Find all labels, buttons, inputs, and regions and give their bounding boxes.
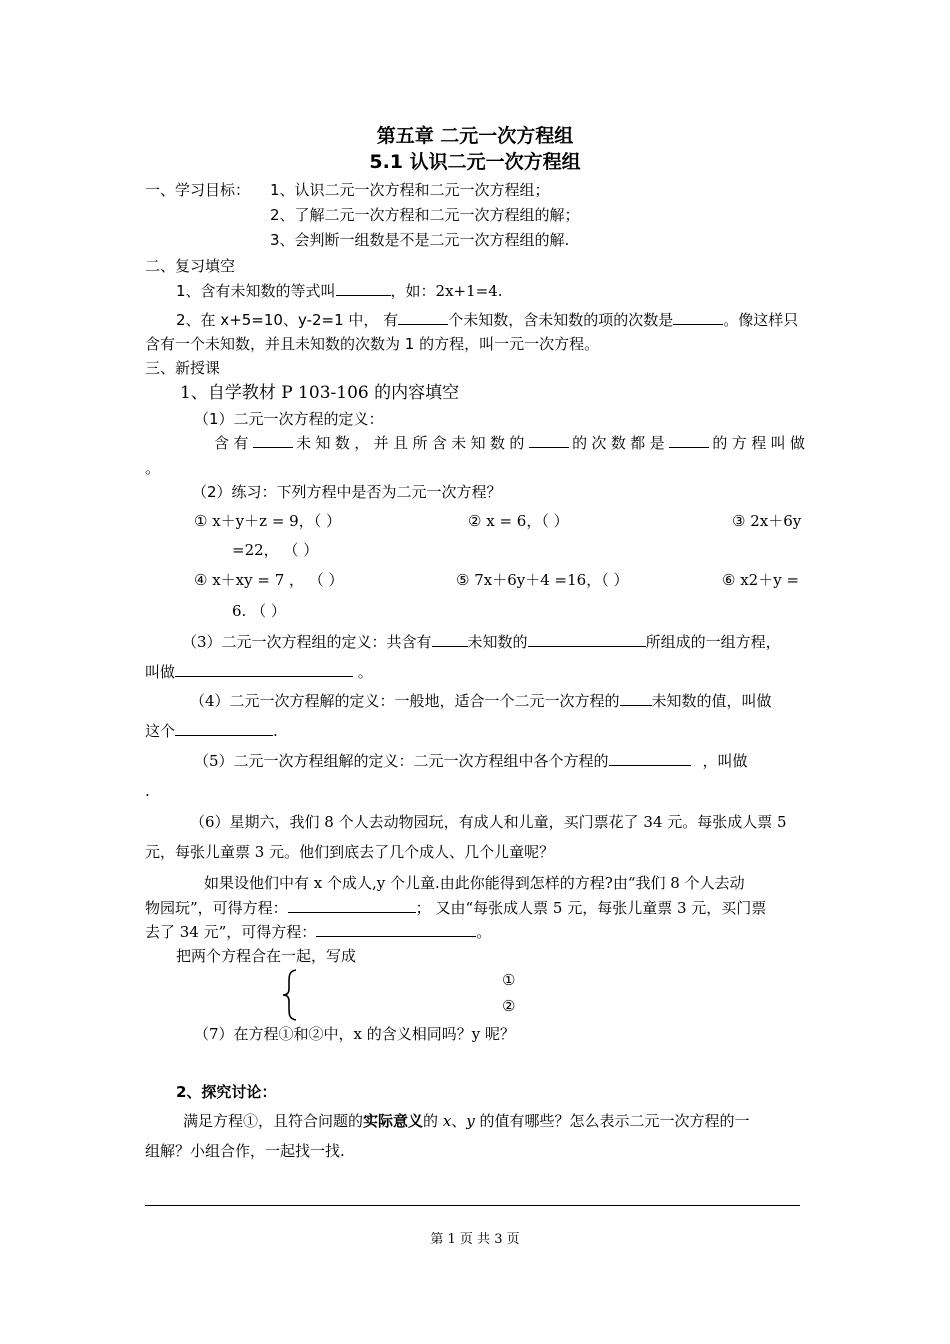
goal-item: 2、了解二元一次方程和二元一次方程组的解；	[270, 206, 580, 224]
combine-text: 把两个方程合在一起，写成	[176, 947, 357, 965]
discussion-line1: 满足方程①，且符合问题的实际意义的 x、y 的值有哪些？怎么表示二元一次方程的一	[183, 1112, 750, 1130]
q6-line: 如果设他们中有 x 个成人,y 个儿童.由此你能得到怎样的方程?由“我们 8 个人去动	[204, 874, 745, 892]
discussion-line2: 组解？小组合作，一起找一找.	[145, 1142, 345, 1160]
goal-item: 3、会判断一组数是不是二元一次方程组的解.	[270, 231, 570, 249]
exercise-title: （2）练习：下列方程中是否为二元一次方程？	[192, 483, 502, 501]
goal-item: 1、认识二元一次方程和二元一次方程组；	[270, 181, 550, 199]
self-study-heading: 1、自学教材 P 103-106 的内容填空	[180, 383, 460, 403]
section-title: 5.1 认识二元一次方程组	[369, 151, 581, 173]
equation-mark-1: ①	[502, 971, 516, 989]
def3-line2: 叫做 。	[145, 663, 373, 681]
def5-text: （5）二元一次方程组解的定义：二元一次方程组中各个方程的 ，叫做	[194, 752, 748, 770]
q6-line: 元，每张儿童票 3 元。他们到底去了几个成人、几个儿童呢？	[145, 843, 555, 861]
exercise-item: ⑥ x2＋y =	[722, 571, 800, 589]
exercise-item: ③ 2x＋6y	[732, 512, 802, 530]
def3-text: （3）二元一次方程组的定义：共含有 未知数的 所组成的一组方程，	[182, 633, 781, 651]
exercise-item: ④ x＋xy = 7 ， （ ）	[194, 571, 344, 589]
left-brace-icon	[280, 968, 300, 1022]
def5-line2: .	[145, 782, 150, 800]
equation-mark-2: ②	[502, 997, 516, 1015]
exercise-item-cont: =22， （ ）	[232, 541, 319, 559]
newlesson-heading: 三、新授课	[145, 359, 221, 377]
discussion-heading: 2、探究讨论：	[176, 1083, 277, 1101]
page-number: 第 1 页 共 3 页	[430, 1232, 520, 1247]
exercise-item: ② x = 6，（ ）	[468, 512, 569, 530]
q7-text: （7）在方程①和②中，x 的含义相同吗？y 呢？	[194, 1025, 516, 1043]
review-q1: 1、含有未知数的等式叫 ，如：2x+1=4.	[176, 282, 503, 300]
review-heading: 二、复习填空	[145, 257, 236, 275]
def1-title: （1）二元一次方程的定义：	[194, 410, 384, 428]
def1-text: 含有 未知数，并且所含未知数的 的次数都是 的方程叫做	[214, 434, 806, 452]
def4-line2: 这个 .	[145, 722, 278, 740]
exercise-item: ① x＋y＋z = 9，（ ）	[194, 512, 341, 530]
exercise-item: ⑤ 7x＋6y＋4 =16，（ ）	[456, 571, 629, 589]
goals-heading: 一、学习目标：	[145, 181, 251, 199]
q6-line: 物园玩”，可得方程： ； 又由“每张成人票 5 元，每张儿童票 3 元，买门票	[145, 899, 767, 917]
chapter-title: 第五章 二元一次方程组	[376, 125, 574, 147]
def1-end: 。	[145, 459, 161, 477]
exercise-item-cont: 6. （ ）	[232, 602, 286, 620]
q6-line: （6）星期六，我们 8 个人去动物园玩，有成人和儿童，买门票花了 34 元。每张成人票 5	[190, 813, 787, 831]
review-q2-line2: 含有一个未知数，并且未知数的次数为 1 的方程，叫一元一次方程。	[145, 335, 600, 353]
review-q2: 2、在 x+5=10、y-2=1 中， 有 个未知数，含未知数的项的次数是 。像这样只	[176, 311, 799, 329]
def4-text: （4）二元一次方程解的定义：一般地，适合一个二元一次方程的 未知数的值，叫做	[190, 692, 772, 710]
footer-divider	[145, 1205, 800, 1206]
q6-line: 去了 34 元”，可得方程： 。	[145, 923, 492, 941]
